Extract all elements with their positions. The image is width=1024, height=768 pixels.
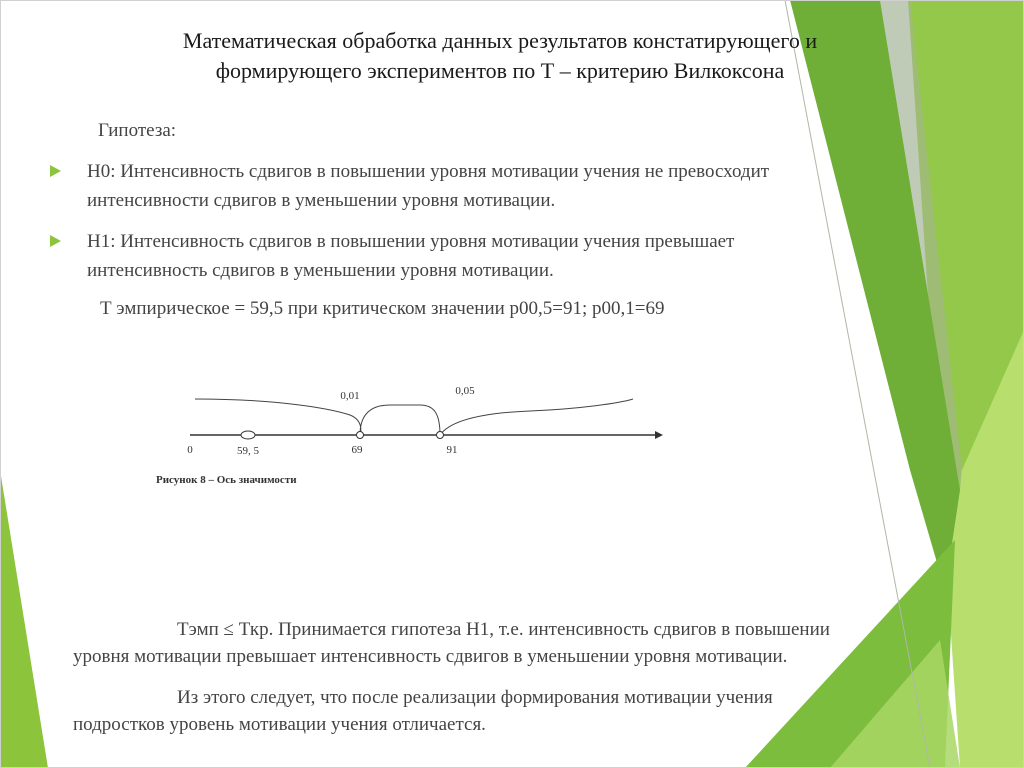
conclusion-1-line-1: Тэмп ≤ Ткр. Принимается гипотеза Н1, т.е. интенсивность сдвигов в повышении xyxy=(177,619,830,640)
title-line-2: формирующего экспериментов по Т – критерию Вилкоксона xyxy=(215,58,785,83)
conclusion-paragraph-2 xyxy=(73,684,973,738)
axis-start-label: 0 xyxy=(187,444,193,456)
zone-001-label: 0,01 xyxy=(340,390,360,402)
figure-caption: Рисунок 8 – Ось значимости xyxy=(156,474,297,486)
zone-curve-left xyxy=(195,399,361,435)
zone-curve-right xyxy=(440,399,633,435)
slide-title xyxy=(70,26,930,86)
bullet-triangle-icon xyxy=(50,235,61,247)
t-empirical-statement: Т эмпирическое = 59,5 при критическом значении р00,5=91; р00,1=69 xyxy=(100,298,665,319)
significance-axis-figure xyxy=(150,375,670,495)
bullet-triangle-icon xyxy=(50,165,61,177)
crit-001-value-label: 69 xyxy=(351,444,363,456)
hypothesis-h0-line-2: интенсивности сдвигов в уменьшении уровня мотивации. xyxy=(87,190,556,211)
hypothesis-label: Гипотеза: xyxy=(98,120,177,141)
conclusion-1-line-2: уровня мотивации превышает интенсивность сдвигов в уменьшении уровня мотивации. xyxy=(73,646,788,667)
axis-arrow-icon xyxy=(655,431,663,439)
empirical-value-label: 59, 5 xyxy=(237,445,259,457)
zone-005-label: 0,05 xyxy=(455,385,475,397)
hypothesis-h0-line-1: Н0: Интенсивность сдвигов в повышении уровня мотивации учения не превосходит xyxy=(87,161,770,182)
zone-curve-middle xyxy=(360,405,440,435)
hypothesis-h1-line-2: интенсивность сдвигов в уменьшении уровня мотивации. xyxy=(87,260,554,281)
hypothesis-h1-line-1: Н1: Интенсивность сдвигов в повышении уровня мотивации учения превышает xyxy=(87,231,735,252)
crit-005-point-marker xyxy=(437,432,444,439)
conclusion-paragraph-1 xyxy=(73,616,973,670)
green-band-left xyxy=(0,470,48,768)
hypothesis-h1 xyxy=(50,227,920,285)
crit-005-value-label: 91 xyxy=(446,444,458,456)
title-line-1: Математическая обработка данных результатов констатирующего и xyxy=(182,28,818,53)
empirical-point-marker xyxy=(241,431,255,439)
conclusion-2-line-1: Из этого следует, что после реализации формирования мотивации учения xyxy=(177,687,773,708)
hypothesis-h0 xyxy=(50,157,920,215)
crit-001-point-marker xyxy=(357,432,364,439)
conclusion-2-line-2: подростков уровень мотивации учения отличается. xyxy=(73,714,486,735)
